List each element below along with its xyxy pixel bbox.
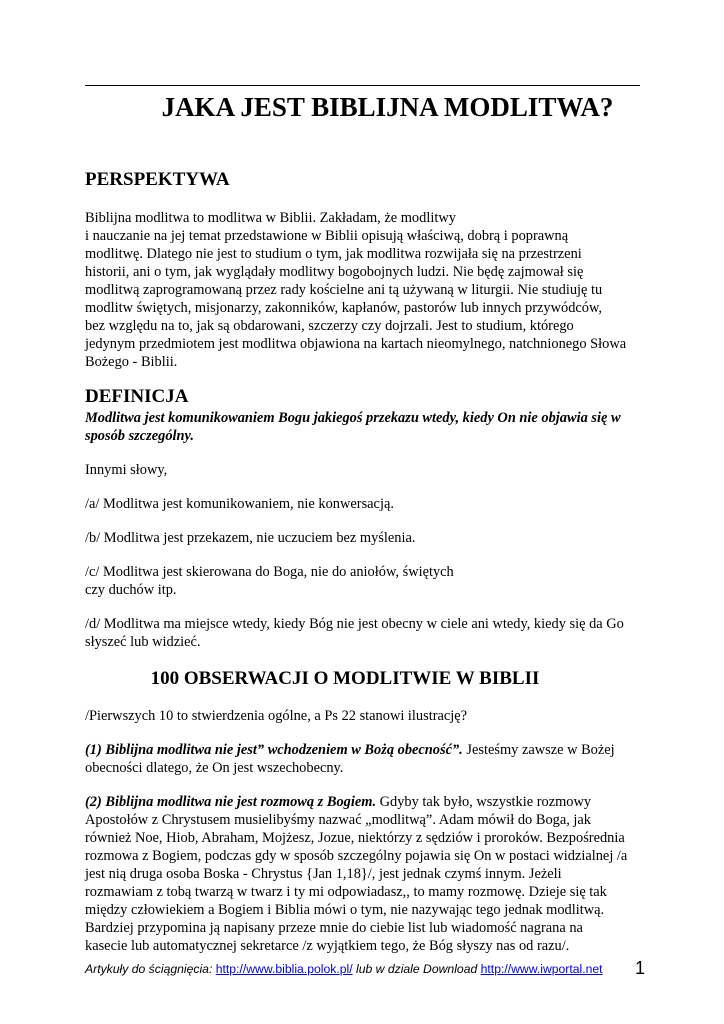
definition-point-a — [85, 495, 645, 513]
text-line: również Noe, Hiob, Abraham, Mojżesz, Jozue, niektórzy z sędziów i proroków. Bezpośrednia — [85, 830, 625, 846]
section-heading-definicja: DEFINICJA — [85, 386, 189, 407]
text-line: i nauczanie na jej temat przedstawione w Biblii opisują właściwą, dobrą i poprawną — [85, 228, 569, 244]
text-line: sposób szczególny. — [85, 428, 194, 444]
text-line: kasecie lub automatycznej sekretarce /z wyjątkiem tego, że Bóg słyszy nas od razu/. — [85, 938, 570, 954]
header-rule — [85, 85, 640, 86]
text-line: słyszeć lub widzieć. — [85, 634, 201, 650]
text-line: między człowiekiem a Bogiem i Biblia mówi o tym, nie nazywając tego jednak modlitwą. — [85, 902, 605, 918]
page-content — [85, 168, 645, 955]
observation-heading: (2) Biblijna modlitwa nie jest rozmową z Bogiem. — [85, 794, 377, 810]
section-heading-obserwacje: 100 OBSERWACJI O MODLITWIE W BIBLII — [150, 668, 540, 689]
text-line: Biblijna modlitwa to modlitwa w Biblii. Zakładam, że modlitwy — [85, 210, 456, 226]
text-line: rozmowa z Bogiem, podczas gdy w sposób szczególny pojawia się On w postaci widzialnej /a — [85, 848, 628, 864]
text-line: Innymi słowy, — [85, 462, 168, 478]
observation-text: Gdyby tak było, wszystkie rozmowy — [376, 794, 592, 810]
perspektywa-paragraph — [85, 209, 645, 371]
text-line: /d/ Modlitwa ma miejsce wtedy, kiedy Bóg nie jest obecny w ciele ani wtedy, kiedy się da Go — [85, 616, 624, 632]
definition-point-b — [85, 529, 645, 547]
page-number: 1 — [634, 958, 645, 978]
definition-text — [85, 409, 645, 445]
text-line: obecności dlatego, że On jest wszechobecny. — [85, 760, 344, 776]
text-line: /b/ Modlitwa jest przekazem, nie uczuciem bez myślenia. — [85, 530, 416, 546]
footer-middle-text: lub w dziale Download — [352, 962, 481, 976]
observation-2 — [85, 793, 645, 955]
text-line: modlitwę. Dlatego nie jest to studium o tym, jak modlitwa rozwijała się na przestrzeni — [85, 246, 582, 262]
footer-link-iwportal[interactable]: http://www.iwportal.net — [480, 962, 603, 976]
text-line: rozmawiam z tobą twarzą w twarz i ty mi odpowiadasz,, to mamy rozmowę. Dzieje się tak — [85, 884, 607, 900]
footer-label: Artykuły do ściągnięcia: — [85, 962, 213, 976]
text-line: jest nią druga osoba Boska - Chrystus {Jan 1,18}/, jest jednak czymś innym. Jeżeli — [85, 866, 562, 882]
text-line: /c/ Modlitwa jest skierowana do Boga, nie do aniołów, świętych — [85, 564, 454, 580]
page-footer — [85, 958, 645, 978]
text-line: jedynym przedmiotem jest modlitwa objawiona na kartach nieomylnego, natchnionego Słowa — [85, 336, 627, 352]
text-line: czy duchów itp. — [85, 582, 177, 598]
text-line: /a/ Modlitwa jest komunikowaniem, nie konwersacją. — [85, 496, 394, 512]
text-line: historii, ani o tym, jak wyglądały modlitwy bogobojnych ludzi. Nie będę zajmował się — [85, 264, 584, 280]
text-line: /Pierwszych 10 to stwierdzenia ogólne, a Ps 22 stanowi ilustrację? — [85, 708, 468, 724]
observation-text: Jesteśmy zawsze w Bożej — [462, 742, 615, 758]
definition-intro — [85, 461, 645, 479]
text-line: Bożego - Biblii. — [85, 354, 178, 370]
page-title: JAKA JEST BIBLIJNA MODLITWA? — [161, 92, 614, 122]
definition-point-d — [85, 615, 645, 651]
text-line — [85, 793, 645, 811]
observation-1 — [85, 741, 645, 777]
text-line: Modlitwa jest komunikowaniem Bogu jakiegoś przekazu wtedy, kiedy On nie objawia się w — [85, 410, 621, 426]
definition-point-c — [85, 563, 645, 599]
section-heading-perspektywa: PERSPEKTYWA — [85, 169, 230, 190]
observations-intro — [85, 707, 645, 725]
text-line: Apostołów z Chrystusem musielibyśmy nazwać „modlitwą”. Adam mówił do Boga, jak — [85, 812, 591, 828]
text-line: modlitw świętych, misjonarzy, zakonników, kapłanów, pastorów lub innych przywódców, — [85, 300, 603, 316]
text-line: bez względu na to, jak są obdarowani, szczerzy czy dojrzali. Jest to studium, którego — [85, 318, 574, 334]
observation-heading: (1) Biblijna modlitwa nie jest” wchodzeniem w Bożą obecność”. — [85, 742, 463, 758]
text-line — [85, 741, 645, 759]
footer-link-biblia[interactable]: http://www.biblia.polok.pl/ — [215, 962, 353, 976]
text-line: modlitwą zaprogramowaną przez rady kościelne ani tą używaną w liturgii. Nie studiuję tu — [85, 282, 603, 298]
text-line: Bardziej przypomina ją napisany przeze mnie do ciebie list lub wiadomość nagrana na — [85, 920, 583, 936]
